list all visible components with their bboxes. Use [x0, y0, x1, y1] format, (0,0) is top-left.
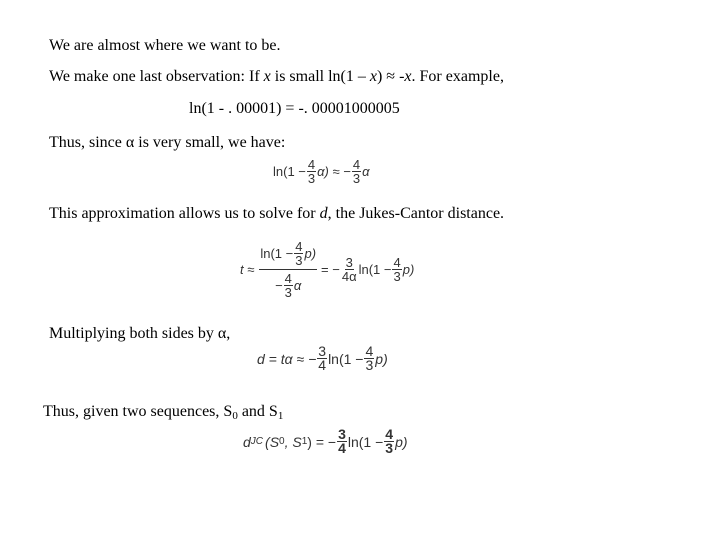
- eq4-s1: 1: [301, 436, 308, 447]
- equation-d-distance: [257, 345, 388, 372]
- eq4-sub-jc: JC: [250, 436, 264, 447]
- eq4-ln-open: ln(1 −: [347, 433, 384, 450]
- eq4-s0: 0: [279, 436, 285, 447]
- eq1-rhs-alpha: α: [362, 164, 370, 179]
- eq1-frac-den: 3: [307, 171, 316, 186]
- eq2-top-p: p): [304, 245, 317, 261]
- observation-part-c: ) ≈ -: [376, 68, 405, 85]
- eq4-coef-den: 4: [338, 440, 346, 456]
- example-text: [189, 99, 400, 119]
- eq3-lhs: d = tα ≈ −: [257, 350, 317, 367]
- intro-text: [49, 36, 281, 56]
- eq2-top-num: 4: [295, 239, 303, 254]
- given-sub-1: 1: [277, 410, 284, 422]
- equation-jc-distance: [243, 428, 408, 455]
- eq1-rhs-num: 4: [352, 157, 361, 172]
- eq3-coef-num: 3: [318, 343, 327, 359]
- eq2-big-den: [274, 270, 302, 299]
- eq2-top-ln: ln(1 −: [260, 245, 294, 261]
- thus-alpha-text: [49, 133, 285, 153]
- eq3-ln-den: 3: [365, 357, 374, 373]
- approx-part-a: This approximation allows us to solve for: [49, 205, 320, 222]
- eq3-ln-num: 4: [365, 343, 374, 359]
- eq2-ln-num: 4: [393, 255, 401, 270]
- eq1-rhs-fraction: [352, 158, 361, 185]
- eq2-equals-minus: = −: [321, 262, 340, 277]
- given-sub-0: 0: [232, 410, 238, 422]
- given-mid: and S: [237, 403, 278, 420]
- eq2-top-frac: [294, 240, 303, 267]
- eq3-coef-den: 4: [318, 357, 327, 373]
- eq2-bot-minus: −: [275, 277, 283, 293]
- eq2-bot-den: 3: [284, 285, 292, 300]
- eq2-bot-frac: [284, 272, 293, 299]
- eq1-ln-open: ln(1 −: [273, 164, 306, 179]
- var-x-1: x: [263, 68, 271, 85]
- equation-ln-approx: [273, 158, 369, 185]
- eq3-coef-frac: [317, 345, 327, 372]
- eq4-coef-num: 3: [338, 426, 346, 442]
- observation-part-b: is small ln(1 –: [270, 68, 370, 85]
- approximation-text: [49, 204, 504, 224]
- eq2-ln-p: p): [402, 262, 415, 277]
- eq2-ln-frac: [392, 256, 401, 283]
- equation-t-solution: [240, 240, 414, 299]
- given-sequences-text: [43, 402, 283, 426]
- eq2-big-fraction: [259, 240, 317, 299]
- observation-part-d: . For example,: [411, 68, 504, 85]
- thus-alpha-sentence: Thus, since α is very small, we have:: [49, 134, 286, 151]
- observation-part-a: We make one last observation: If: [49, 68, 264, 85]
- eq2-coef-num: 3: [345, 255, 353, 270]
- eq3-ln-frac: [364, 345, 374, 372]
- eq4-args-open: (S: [265, 433, 280, 450]
- observation-text: [49, 67, 504, 87]
- eq4-coef-frac: [337, 428, 347, 455]
- eq4-ln-den: 3: [385, 440, 394, 456]
- eq2-bot-num: 4: [284, 271, 292, 286]
- eq3-ln-p: p): [375, 350, 388, 367]
- eq4-ln-frac: [384, 428, 394, 455]
- eq4-ln-num: 4: [385, 426, 394, 442]
- eq2-top-den: 3: [295, 253, 303, 268]
- intro-sentence: We are almost where we want to be.: [49, 37, 281, 54]
- eq2-ln-open: ln(1 −: [358, 262, 392, 277]
- eq4-args-close: ) = −: [307, 433, 337, 450]
- eq2-big-num: [259, 240, 317, 270]
- eq3-ln-open: ln(1 −: [328, 350, 364, 367]
- eq2-bot-alpha: α: [293, 277, 302, 293]
- var-x-2: x: [369, 68, 377, 85]
- given-part-a: Thus, given two sequences, S: [43, 403, 233, 420]
- eq4-d: d: [243, 433, 251, 450]
- eq2-coef-den: 4α: [341, 269, 357, 284]
- var-d: d: [319, 205, 328, 222]
- eq4-comma: , S: [284, 433, 302, 450]
- eq1-alpha-close: α) ≈ −: [317, 164, 351, 179]
- approx-part-b: , the Jukes-Cantor distance.: [327, 205, 505, 222]
- multiplying-sentence: Multiplying both sides by α,: [49, 325, 231, 342]
- example-equation: ln(1 - . 00001) = -. 00001000005: [189, 100, 400, 117]
- multiplying-text: [49, 324, 230, 344]
- eq2-ln-den: 3: [393, 269, 401, 284]
- var-x-3: x: [404, 68, 412, 85]
- eq4-ln-p: p): [395, 433, 408, 450]
- eq1-rhs-den: 3: [352, 171, 361, 186]
- eq1-frac-num: 4: [307, 157, 316, 172]
- eq1-fraction-4-3: [307, 158, 316, 185]
- eq2-coef-frac: [341, 256, 358, 283]
- eq2-t-approx: t ≈: [240, 262, 255, 277]
